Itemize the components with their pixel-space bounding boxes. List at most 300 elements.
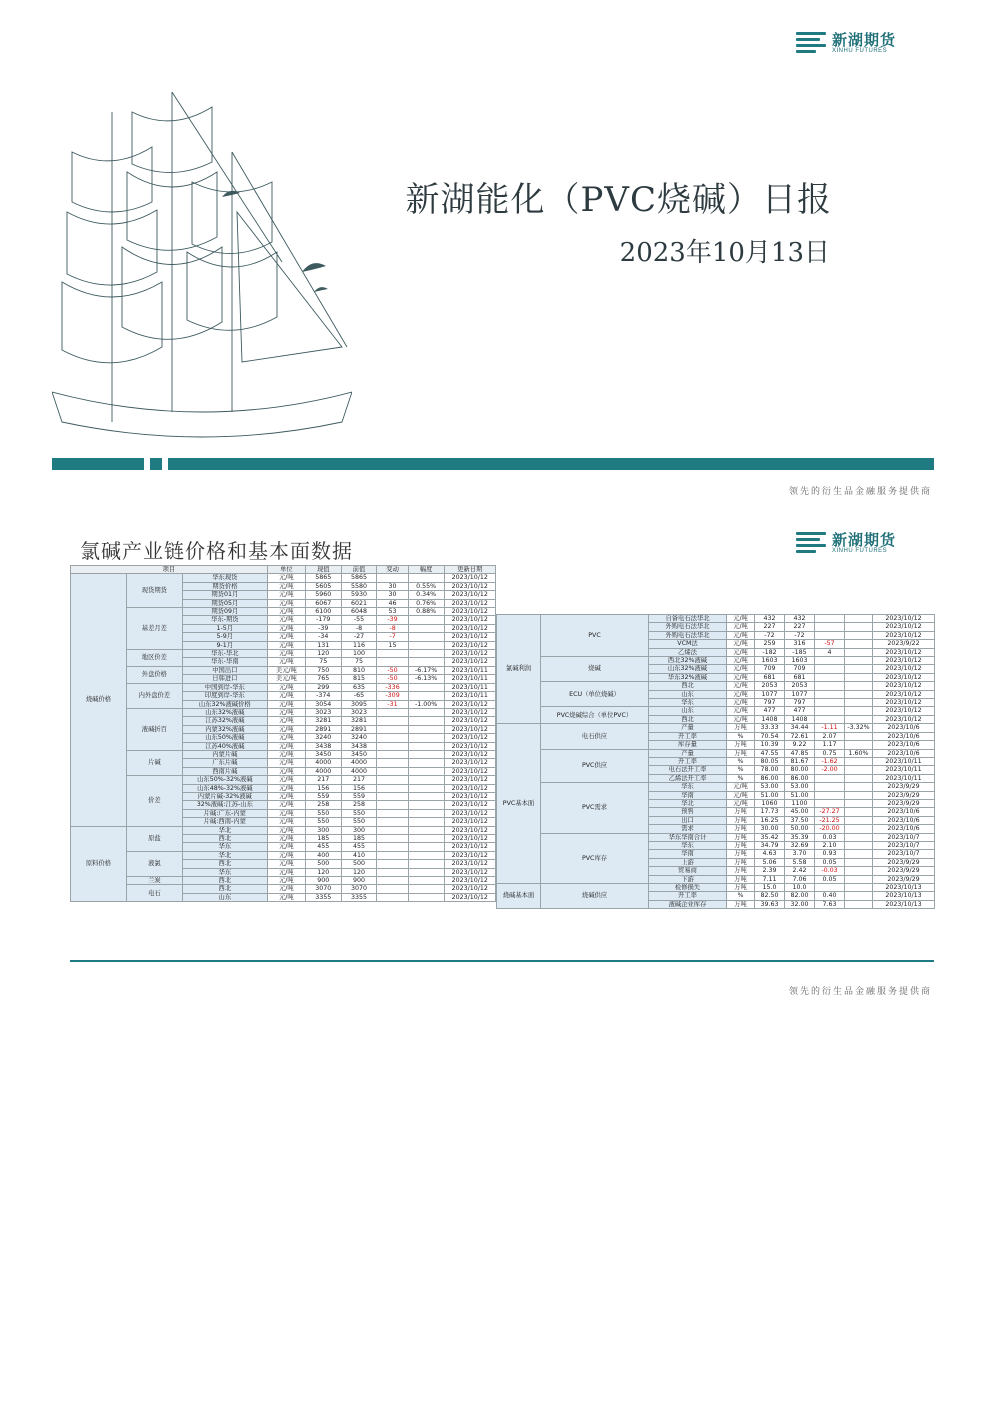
right-table-row bbox=[497, 724, 935, 732]
right-table-cell bbox=[815, 623, 845, 631]
right-table-cell: 华东 bbox=[649, 841, 727, 849]
right-table-cell: 9.22 bbox=[785, 741, 815, 749]
right-table-cell bbox=[845, 657, 873, 665]
left-table-cell: 559 bbox=[341, 792, 377, 800]
left-table-cell: 元/吨 bbox=[267, 868, 305, 876]
left-table-cell: 2023/10/12 bbox=[444, 851, 496, 859]
left-table-cell: 华东-期货 bbox=[182, 616, 267, 624]
left-table-cell: 元/吨 bbox=[267, 683, 305, 691]
right-table-cell: 万吨 bbox=[727, 741, 755, 749]
left-table-cell: 258 bbox=[305, 801, 341, 809]
company-logo-top bbox=[796, 30, 896, 56]
right-table-cell bbox=[815, 673, 845, 681]
right-table-cell: 2.10 bbox=[815, 841, 845, 849]
right-table-cell: 华南 bbox=[649, 791, 727, 799]
left-table-cell: -179 bbox=[305, 616, 341, 624]
right-table-cell: 51.00 bbox=[785, 791, 815, 799]
left-table-cell bbox=[377, 843, 408, 851]
left-table-row bbox=[71, 885, 496, 893]
right-table-cell: 432 bbox=[755, 615, 785, 623]
right-table-cell: 51.00 bbox=[755, 791, 785, 799]
right-table-cell: 2023/9/29 bbox=[873, 799, 935, 807]
right-table-cell: 45.00 bbox=[785, 808, 815, 816]
left-table-cell bbox=[377, 650, 408, 658]
left-table-row bbox=[71, 851, 496, 859]
right-table-cell: 477 bbox=[755, 707, 785, 715]
left-table-cell: 元/吨 bbox=[267, 835, 305, 843]
right-table-cell: 7.63 bbox=[815, 900, 845, 908]
left-table-cell: 217 bbox=[305, 776, 341, 784]
right-table-cell: 元/吨 bbox=[727, 791, 755, 799]
left-table-cell: 3450 bbox=[341, 750, 377, 758]
right-table-cell bbox=[815, 799, 845, 807]
right-table-cell: 2023/9/29 bbox=[873, 858, 935, 866]
right-table-cell bbox=[815, 690, 845, 698]
left-table-cell: 2023/10/12 bbox=[444, 658, 496, 666]
left-table-cell: 元/吨 bbox=[267, 893, 305, 901]
right-table-cell: 2023/10/13 bbox=[873, 884, 935, 892]
left-table-cell: 元/吨 bbox=[267, 608, 305, 616]
right-table-cell: 80.00 bbox=[785, 766, 815, 774]
right-table-cell: 产量 bbox=[649, 724, 727, 732]
left-table-cell: 120 bbox=[305, 868, 341, 876]
left-table-cell bbox=[408, 734, 444, 742]
left-table-cell: 6021 bbox=[341, 599, 377, 607]
left-table-cell: 810 bbox=[341, 666, 377, 674]
right-table-cell bbox=[845, 867, 873, 875]
left-table-cell: 元/吨 bbox=[267, 784, 305, 792]
left-table-cell: 元/吨 bbox=[267, 750, 305, 758]
right-table-cell: 681 bbox=[785, 673, 815, 681]
left-table-cell: 2023/10/12 bbox=[444, 750, 496, 758]
left-table-cell: 2023/10/12 bbox=[444, 624, 496, 632]
left-table-cell: 元/吨 bbox=[267, 801, 305, 809]
right-table-cell: 32.00 bbox=[785, 900, 815, 908]
left-table-cell bbox=[377, 750, 408, 758]
left-table-cell: 元/吨 bbox=[267, 734, 305, 742]
right-table-cell: 烧碱供应 bbox=[541, 884, 649, 909]
right-table-cell bbox=[845, 833, 873, 841]
left-table-row bbox=[71, 650, 496, 658]
right-table-cell: 万吨 bbox=[727, 724, 755, 732]
right-table-cell: 出口 bbox=[649, 816, 727, 824]
left-table-cell: 2023/10/12 bbox=[444, 599, 496, 607]
left-table-cell: 156 bbox=[341, 784, 377, 792]
right-table-cell: 0.03 bbox=[815, 833, 845, 841]
left-table-cell: 片碱 bbox=[126, 750, 182, 775]
left-table-cell: -1.00% bbox=[408, 700, 444, 708]
right-table-cell: 17.73 bbox=[755, 808, 785, 816]
right-table-cell: 万吨 bbox=[727, 808, 755, 816]
right-table-cell: 元/吨 bbox=[727, 615, 755, 623]
left-table-cell: 131 bbox=[305, 641, 341, 649]
left-table-cell: 山东50%液碱 bbox=[182, 734, 267, 742]
right-table-cell: 4.63 bbox=[755, 850, 785, 858]
right-table-cell: 烧碱基本面 bbox=[497, 884, 541, 909]
right-table-cell: 2023/10/12 bbox=[873, 657, 935, 665]
right-table-cell bbox=[845, 690, 873, 698]
left-table-cell: 江苏40%液碱 bbox=[182, 742, 267, 750]
right-table-cell: 元/吨 bbox=[727, 690, 755, 698]
left-table-cell: 元/吨 bbox=[267, 582, 305, 590]
right-table-cell: 32.69 bbox=[785, 841, 815, 849]
right-table-cell bbox=[815, 707, 845, 715]
right-table-cell bbox=[845, 615, 873, 623]
left-table-cell: 2023/10/12 bbox=[444, 574, 496, 582]
right-table-cell: 86.00 bbox=[755, 774, 785, 782]
left-table-cell: 外盘价格 bbox=[126, 666, 182, 683]
left-table-cell bbox=[377, 818, 408, 826]
right-table-cell: 元/吨 bbox=[727, 665, 755, 673]
right-table-cell: -72 bbox=[785, 631, 815, 639]
left-table-cell: 217 bbox=[341, 776, 377, 784]
left-table-cell: 185 bbox=[341, 835, 377, 843]
left-table-cell bbox=[408, 860, 444, 868]
left-table-cell: 美元/吨 bbox=[267, 666, 305, 674]
logo-name-cn: 新湖期货 bbox=[832, 531, 897, 549]
right-table-cell: 烧碱 bbox=[541, 657, 649, 682]
left-table-cell: 中国到岸-华东 bbox=[182, 683, 267, 691]
right-table-cell: 37.50 bbox=[785, 816, 815, 824]
left-table-cell: 元/吨 bbox=[267, 851, 305, 859]
right-table-cell bbox=[845, 850, 873, 858]
left-table-cell: 元/吨 bbox=[267, 591, 305, 599]
left-table-cell: 3281 bbox=[341, 717, 377, 725]
right-table-row bbox=[497, 682, 935, 690]
left-table-cell: 2023/10/12 bbox=[444, 582, 496, 590]
right-table-cell: 下游 bbox=[649, 875, 727, 883]
right-table-cell: 1.60% bbox=[845, 749, 873, 757]
left-table-cell bbox=[408, 877, 444, 885]
left-table-header-cell: 变动 bbox=[377, 566, 408, 574]
right-table-cell: 53.00 bbox=[755, 783, 785, 791]
right-table-cell: 81.67 bbox=[785, 757, 815, 765]
left-table-cell bbox=[377, 801, 408, 809]
right-table-cell: 50.00 bbox=[785, 825, 815, 833]
right-table-cell: 1077 bbox=[755, 690, 785, 698]
right-table-cell: -3.32% bbox=[845, 724, 873, 732]
right-table-cell: -27.27 bbox=[815, 808, 845, 816]
right-table-cell: 82.00 bbox=[785, 892, 815, 900]
left-table-cell: 华东-华北 bbox=[182, 650, 267, 658]
left-table-cell: -65 bbox=[341, 692, 377, 700]
right-table-cell: 2023/10/11 bbox=[873, 766, 935, 774]
left-table-cell: 2023/10/12 bbox=[444, 835, 496, 843]
left-table-cell: -31 bbox=[377, 700, 408, 708]
right-table-cell: 316 bbox=[785, 640, 815, 648]
right-table-cell: 万吨 bbox=[727, 825, 755, 833]
left-table-cell bbox=[377, 851, 408, 859]
right-table-cell: PVC需求 bbox=[541, 783, 649, 833]
left-table-cell: 期货01月 bbox=[182, 591, 267, 599]
left-table-header-cell: 项目 bbox=[71, 566, 268, 574]
right-table-cell bbox=[815, 631, 845, 639]
left-table-cell: 2023/10/12 bbox=[444, 877, 496, 885]
left-table-cell: 635 bbox=[341, 683, 377, 691]
right-table-cell bbox=[815, 715, 845, 723]
right-table-cell: 2023/10/6 bbox=[873, 724, 935, 732]
left-table-cell: 3023 bbox=[341, 708, 377, 716]
left-table-cell: 2023/10/11 bbox=[444, 675, 496, 683]
left-table-cell bbox=[377, 784, 408, 792]
right-table-cell bbox=[845, 640, 873, 648]
right-table-cell: 7.11 bbox=[755, 875, 785, 883]
right-table-cell: 2023/10/12 bbox=[873, 615, 935, 623]
right-table-cell: 0.93 bbox=[815, 850, 845, 858]
left-table-cell bbox=[377, 767, 408, 775]
left-table-cell: 2023/10/12 bbox=[444, 801, 496, 809]
left-table-cell bbox=[408, 851, 444, 859]
left-table-cell bbox=[408, 616, 444, 624]
right-table-cell: 78.00 bbox=[755, 766, 785, 774]
right-table-cell: % bbox=[727, 732, 755, 740]
left-table-cell: 2023/10/12 bbox=[444, 784, 496, 792]
left-table-cell: 185 bbox=[305, 835, 341, 843]
right-table-cell: -20.00 bbox=[815, 825, 845, 833]
right-table-cell: 2023/10/13 bbox=[873, 892, 935, 900]
left-table-cell: 3438 bbox=[305, 742, 341, 750]
left-table-cell bbox=[408, 708, 444, 716]
right-table-cell: 72.61 bbox=[785, 732, 815, 740]
left-table-cell: 299 bbox=[305, 683, 341, 691]
right-table-cell bbox=[845, 766, 873, 774]
right-table-cell: 万吨 bbox=[727, 858, 755, 866]
left-table-cell: 华东 bbox=[182, 868, 267, 876]
right-table-cell bbox=[845, 808, 873, 816]
right-table-cell: 1077 bbox=[785, 690, 815, 698]
right-table-cell: 2053 bbox=[785, 682, 815, 690]
right-table-cell: 液碱企业库存 bbox=[649, 900, 727, 908]
right-table-cell: 10.39 bbox=[755, 741, 785, 749]
left-table-row bbox=[71, 708, 496, 716]
left-table-cell: 2023/10/12 bbox=[444, 818, 496, 826]
right-table-cell: -185 bbox=[785, 648, 815, 656]
left-table-cell: 5605 bbox=[305, 582, 341, 590]
right-table-cell: 2023/10/12 bbox=[873, 665, 935, 673]
left-table-cell: 2023/10/12 bbox=[444, 608, 496, 616]
right-table-cell: 万吨 bbox=[727, 850, 755, 858]
left-table-cell: 元/吨 bbox=[267, 725, 305, 733]
left-table-cell: 0.34% bbox=[408, 591, 444, 599]
right-table-cell: 万吨 bbox=[727, 875, 755, 883]
left-data-table bbox=[70, 565, 496, 902]
left-table-cell: 46 bbox=[377, 599, 408, 607]
right-table-cell: 2023/10/6 bbox=[873, 741, 935, 749]
left-table-row bbox=[71, 666, 496, 674]
right-table-cell: 元/吨 bbox=[727, 799, 755, 807]
left-table-cell: 华北 bbox=[182, 826, 267, 834]
right-table-cell: 34.44 bbox=[785, 724, 815, 732]
right-table-cell: PVC基本面 bbox=[497, 724, 541, 884]
right-table-cell bbox=[845, 900, 873, 908]
left-table-cell: 电石 bbox=[126, 885, 182, 902]
report-title: 新湖能化（PVC烧碱）日报 bbox=[405, 180, 832, 220]
left-table-cell: 山东32%液碱价格 bbox=[182, 700, 267, 708]
right-table-cell: 1603 bbox=[785, 657, 815, 665]
left-table-cell: 550 bbox=[305, 818, 341, 826]
right-table-cell: 1408 bbox=[785, 715, 815, 723]
right-table-cell: 227 bbox=[755, 623, 785, 631]
left-table-cell: 元/吨 bbox=[267, 616, 305, 624]
right-table-cell: -1.62 bbox=[815, 757, 845, 765]
left-table-cell bbox=[377, 826, 408, 834]
left-table-cell: 元/吨 bbox=[267, 759, 305, 767]
left-table-cell: 印度到岸-华东 bbox=[182, 692, 267, 700]
left-table-cell bbox=[377, 868, 408, 876]
logo-name-en: XINHU FUTURES bbox=[832, 548, 888, 554]
left-table-cell: 内蒙片碱-32%液碱 bbox=[182, 792, 267, 800]
right-table-cell bbox=[845, 673, 873, 681]
left-table-cell: 120 bbox=[305, 650, 341, 658]
right-table-cell: 2023/10/7 bbox=[873, 850, 935, 858]
left-table-cell: 2023/10/12 bbox=[444, 776, 496, 784]
right-table-cell: 432 bbox=[785, 615, 815, 623]
left-table-cell: 3355 bbox=[341, 893, 377, 901]
right-table-cell bbox=[845, 707, 873, 715]
right-table-row bbox=[497, 615, 935, 623]
right-table-cell: 5.58 bbox=[785, 858, 815, 866]
right-table-cell: 1100 bbox=[785, 799, 815, 807]
left-table-cell: 元/吨 bbox=[267, 860, 305, 868]
right-table-cell: 乙烯法 bbox=[649, 648, 727, 656]
left-table-cell: 山东32%液碱 bbox=[182, 708, 267, 716]
left-table-cell: 3355 bbox=[305, 893, 341, 901]
left-table-cell: 西北 bbox=[182, 885, 267, 893]
right-table-cell: 万吨 bbox=[727, 841, 755, 849]
left-table-cell bbox=[377, 860, 408, 868]
left-table-cell: 元/吨 bbox=[267, 650, 305, 658]
right-table-cell: 1408 bbox=[755, 715, 785, 723]
left-table-cell bbox=[408, 633, 444, 641]
right-table-cell: 产量 bbox=[649, 749, 727, 757]
left-table-cell: 江苏32%液碱 bbox=[182, 717, 267, 725]
right-table-cell: 2053 bbox=[755, 682, 785, 690]
left-table-cell: 559 bbox=[305, 792, 341, 800]
right-table-row bbox=[497, 833, 935, 841]
left-table-cell: 华东 bbox=[182, 843, 267, 851]
left-table-cell: -55 bbox=[341, 616, 377, 624]
right-table-cell: 2023/10/6 bbox=[873, 732, 935, 740]
left-table-cell bbox=[377, 792, 408, 800]
right-table-cell: 万吨 bbox=[727, 884, 755, 892]
left-table-cell: -309 bbox=[377, 692, 408, 700]
right-table-cell: 477 bbox=[785, 707, 815, 715]
left-table-cell: 9-1月 bbox=[182, 641, 267, 649]
right-table-cell: 709 bbox=[755, 665, 785, 673]
right-table-cell bbox=[845, 715, 873, 723]
left-table-cell bbox=[408, 809, 444, 817]
divider-band bbox=[52, 458, 934, 470]
left-table-cell: 2023/10/12 bbox=[444, 809, 496, 817]
right-table-cell: 乙烯法开工率 bbox=[649, 774, 727, 782]
right-table-cell bbox=[845, 799, 873, 807]
left-table-cell: 100 bbox=[341, 650, 377, 658]
right-table-cell: 山东32%液碱 bbox=[649, 665, 727, 673]
left-table-cell: 液氯 bbox=[126, 851, 182, 876]
left-table-cell: 765 bbox=[305, 675, 341, 683]
left-table-cell bbox=[408, 792, 444, 800]
left-table-cell: 550 bbox=[305, 809, 341, 817]
left-table-cell bbox=[377, 725, 408, 733]
left-table-cell: 455 bbox=[341, 843, 377, 851]
right-table-cell: VCM法 bbox=[649, 640, 727, 648]
right-table-cell: 2023/10/12 bbox=[873, 690, 935, 698]
left-table-cell bbox=[377, 708, 408, 716]
left-table-cell bbox=[408, 843, 444, 851]
right-table-cell: % bbox=[727, 774, 755, 782]
right-table-cell: 西北 bbox=[649, 682, 727, 690]
left-table-cell: 2023/10/12 bbox=[444, 826, 496, 834]
left-table-row bbox=[71, 574, 496, 582]
right-table-cell bbox=[845, 623, 873, 631]
left-table-cell: 0.76% bbox=[408, 599, 444, 607]
right-table-cell: 开工率 bbox=[649, 892, 727, 900]
right-table-cell: PVC供应 bbox=[541, 749, 649, 783]
left-table-cell: 75 bbox=[305, 658, 341, 666]
left-table-cell bbox=[408, 885, 444, 893]
right-table-cell: ECU（单位烧碱） bbox=[541, 682, 649, 707]
left-table-cell: 2023/10/12 bbox=[444, 742, 496, 750]
right-table-cell bbox=[845, 757, 873, 765]
left-table-cell bbox=[408, 658, 444, 666]
right-table-cell: 2023/10/12 bbox=[873, 707, 935, 715]
left-table-cell: 元/吨 bbox=[267, 809, 305, 817]
right-table-cell: 2023/9/29 bbox=[873, 791, 935, 799]
left-table-cell bbox=[408, 767, 444, 775]
right-table-cell bbox=[845, 858, 873, 866]
right-table-cell: 华东 bbox=[649, 783, 727, 791]
left-table-cell: 元/吨 bbox=[267, 574, 305, 582]
left-table-cell: 兰炭 bbox=[126, 877, 182, 885]
left-table-cell: 5865 bbox=[305, 574, 341, 582]
left-table-cell: -8 bbox=[377, 624, 408, 632]
right-table-cell: 2.07 bbox=[815, 732, 845, 740]
section-title: 氯碱产业链价格和基本面数据 bbox=[80, 539, 353, 563]
right-table-row bbox=[497, 657, 935, 665]
right-table-cell: 电石供应 bbox=[541, 724, 649, 749]
right-table-cell: 39.63 bbox=[755, 900, 785, 908]
left-table-cell: 内蒙片碱 bbox=[182, 750, 267, 758]
left-table-cell bbox=[408, 759, 444, 767]
left-table-cell bbox=[408, 835, 444, 843]
left-table-cell: 1-5月 bbox=[182, 624, 267, 632]
right-table-cell bbox=[845, 699, 873, 707]
right-table-cell: 86.00 bbox=[785, 774, 815, 782]
left-table-cell: 期货05月 bbox=[182, 599, 267, 607]
right-table-cell: 797 bbox=[785, 699, 815, 707]
left-table-cell: 6067 bbox=[305, 599, 341, 607]
right-table-cell bbox=[815, 791, 845, 799]
right-table-cell: 元/吨 bbox=[727, 707, 755, 715]
report-date: 2023年10月13日 bbox=[619, 238, 830, 268]
right-table-cell: 34.79 bbox=[755, 841, 785, 849]
right-table-cell: 外购电石法华北 bbox=[649, 623, 727, 631]
company-logo-section bbox=[796, 530, 896, 556]
right-table-cell: 元/吨 bbox=[727, 682, 755, 690]
left-table-cell: -8 bbox=[341, 624, 377, 632]
left-table-cell bbox=[408, 826, 444, 834]
left-table-cell bbox=[408, 801, 444, 809]
left-table-cell: 原盐 bbox=[126, 826, 182, 851]
left-table-cell: 元/吨 bbox=[267, 792, 305, 800]
left-table-cell: 期货价格 bbox=[182, 582, 267, 590]
right-table-cell bbox=[815, 783, 845, 791]
right-table-row bbox=[497, 749, 935, 757]
left-table-cell: 500 bbox=[341, 860, 377, 868]
left-table-cell: 815 bbox=[341, 675, 377, 683]
left-table-cell: 410 bbox=[341, 851, 377, 859]
right-table-cell: 1060 bbox=[755, 799, 785, 807]
